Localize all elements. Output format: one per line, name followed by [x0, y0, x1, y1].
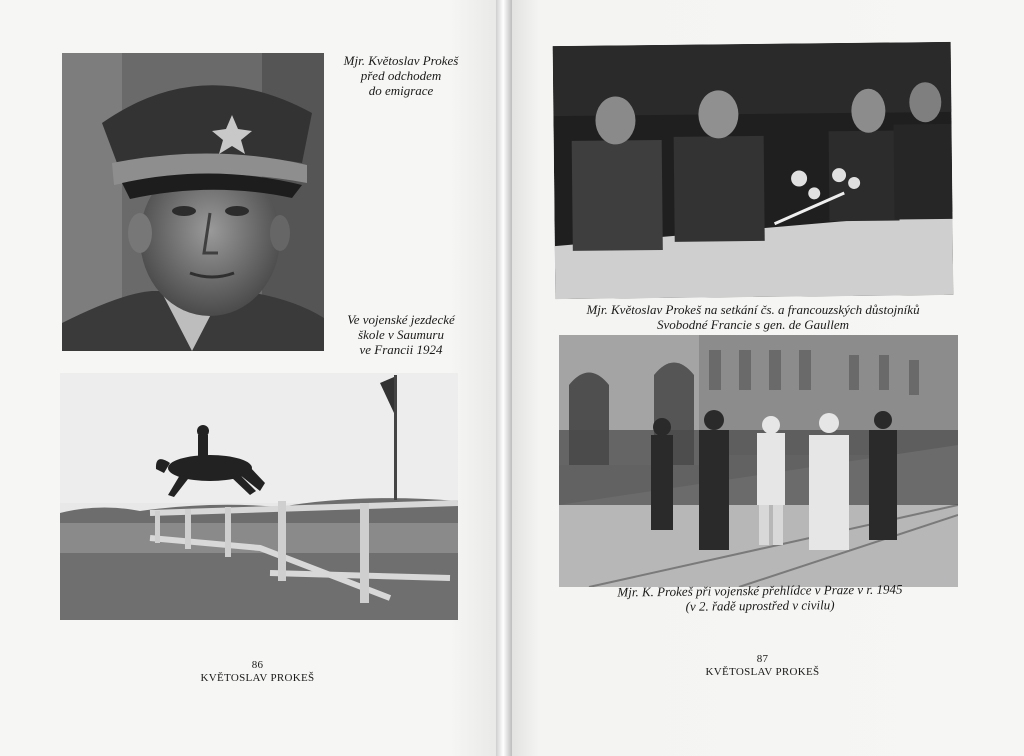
portrait-caption-line: do emigrace: [368, 83, 434, 98]
horse-jump-photo: [60, 373, 458, 620]
portrait-photo: [62, 53, 324, 351]
meeting-caption-line: Svobodné Francie s gen. de Gaullem: [656, 317, 850, 332]
meeting-photo: [553, 42, 954, 299]
page-number: 86: [251, 659, 264, 671]
parade-caption-line: Mjr. K. Prokeš při vojenské přehlídce v Praze v r. 1945: [617, 581, 903, 600]
portrait-caption-line: Mjr. Květoslav Prokeš: [343, 53, 459, 68]
parade-caption-line: (v 2. řadě uprostřed v civilu): [685, 597, 835, 614]
book-gutter: [496, 0, 512, 756]
parade-photo: [559, 335, 958, 587]
running-footer: KVĚTOSLAV PROKEŠ: [200, 672, 315, 684]
right-footer: [675, 653, 850, 679]
meeting-caption: [548, 302, 958, 332]
left-footer: [170, 659, 345, 685]
riding-caption-line: ve Francii 1924: [359, 342, 443, 357]
parade-caption: [570, 581, 950, 615]
riding-caption-line: Ve vojenské jezdecké: [347, 312, 455, 327]
portrait-caption: [328, 53, 474, 98]
running-footer: KVĚTOSLAV PROKEŠ: [705, 666, 820, 678]
page-number: 87: [756, 653, 769, 665]
portrait-caption-line: před odchodem: [360, 68, 442, 83]
riding-caption: [328, 312, 474, 357]
meeting-caption-line: Mjr. Květoslav Prokeš na setkání čs. a francouzských důstojníků: [586, 302, 920, 317]
riding-caption-line: škole v Saumuru: [358, 327, 444, 342]
